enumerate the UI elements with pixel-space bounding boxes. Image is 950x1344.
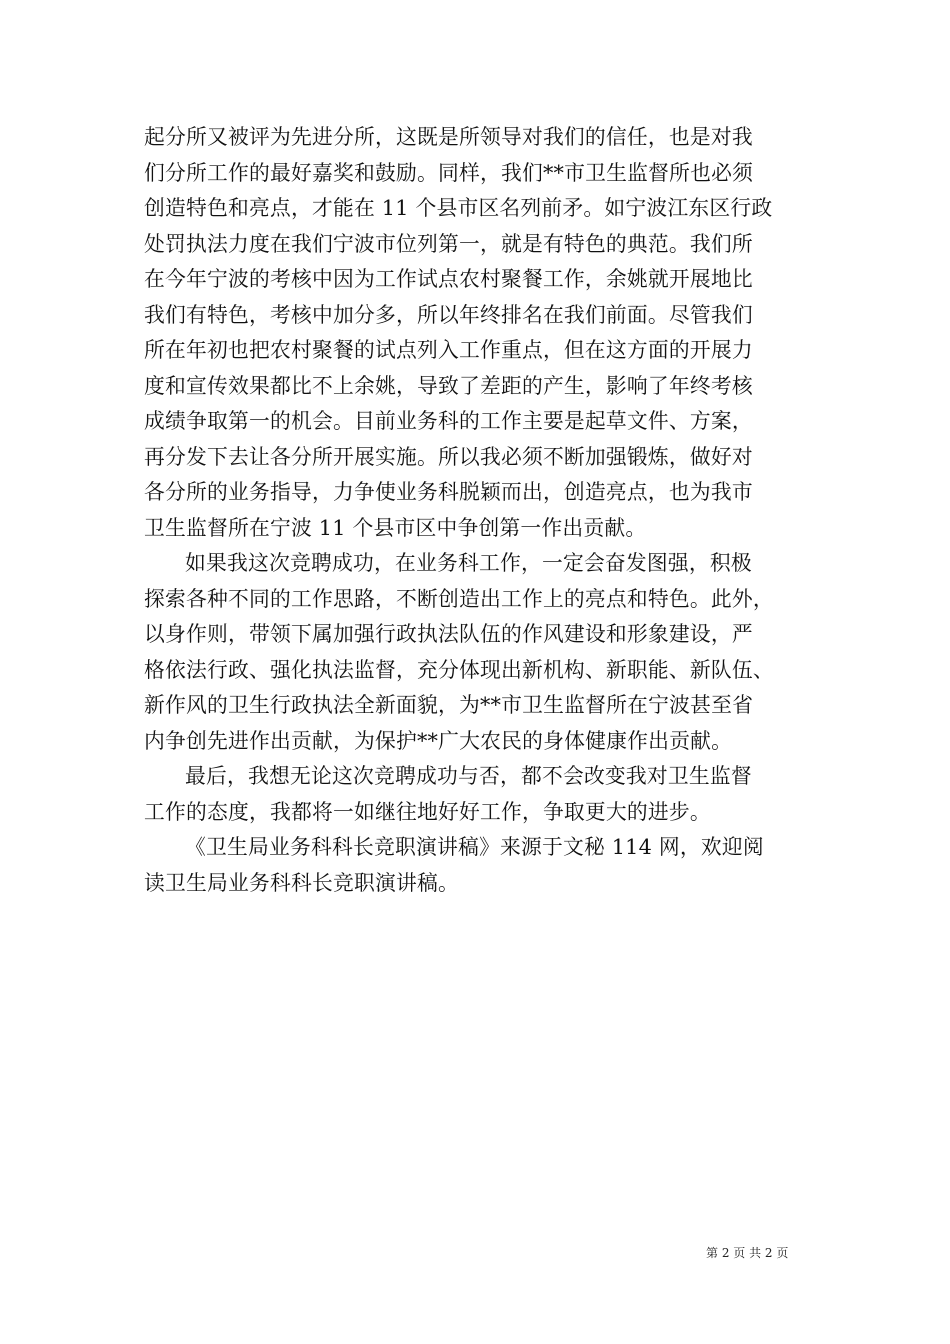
document-body: [144, 120, 814, 901]
text-line: 格依法行政、强化执法监督，充分体现出新机构、新职能、新队伍、: [144, 657, 774, 682]
text-line: 创造特色和亮点，才能在 11 个县市区名列前矛。如宁波江东区行政: [144, 196, 773, 220]
text-line: 卫生监督所在宁波 11 个县市区中争创第一作出贡献。: [144, 515, 647, 540]
text-line: 我们有特色，考核中加分多，所以年终排名在我们前面。尽管我们: [144, 302, 753, 327]
text-line: 成绩争取第一的机会。目前业务科的工作主要是起草文件、方案，: [144, 409, 753, 433]
text-line: 在今年宁波的考核中因为工作试点农村聚餐工作，余姚就开展地比: [144, 267, 753, 291]
text-line: 们分所工作的最好嘉奖和鼓励。同样，我们**市卫生监督所也必须: [144, 160, 754, 185]
text-line: 度和宣传效果都比不上余姚，导致了差距的产生，影响了年终考核: [144, 373, 753, 398]
text-line: 工作的态度，我都将一如继往地好好工作，争取更大的进步。: [144, 799, 711, 824]
text-line: 处罚执法力度在我们宁波市位列第一，就是有特色的典范。我们所: [144, 231, 753, 256]
paragraph-start-line: 如果我这次竞聘成功，在业务科工作，一定会奋发图强，积极: [185, 551, 752, 575]
paragraph-start-line: 最后，我想无论这次竞聘成功与否，都不会改变我对卫生监督: [185, 764, 752, 788]
page-number-footer: 第 2 页 共 2 页: [706, 1246, 789, 1260]
text-line: 新作风的卫生行政执法全新面貌，为**市卫生监督所在宁波甚至省: [144, 693, 754, 717]
text-line: 各分所的业务指导，力争使业务科脱颖而出，创造亮点，也为我市: [144, 480, 753, 504]
text-line: 以身作则，带领下属加强行政执法队伍的作风建设和形象建设，严: [144, 622, 753, 646]
text-line: 起分所又被评为先进分所，这既是所领导对我们的信任，也是对我: [144, 125, 753, 149]
text-line: 探索各种不同的工作思路，不断创造出工作上的亮点和特色。此外，: [144, 586, 774, 611]
text-line: 再分发下去让各分所开展实施。所以我必须不断加强锻炼，做好对: [144, 444, 753, 469]
text-line: 所在年初也把农村聚餐的试点列入工作重点，但在这方面的开展力: [144, 338, 753, 362]
text-line: 读卫生局业务科科长竞职演讲稿。: [144, 870, 459, 895]
paragraph-start-line: 《卫生局业务科科长竞职演讲稿》来源于文秘 114 网，欢迎阅: [185, 835, 764, 859]
text-line: 内争创先进作出贡献，为保护**广大农民的身体健康作出贡献。: [144, 728, 733, 753]
